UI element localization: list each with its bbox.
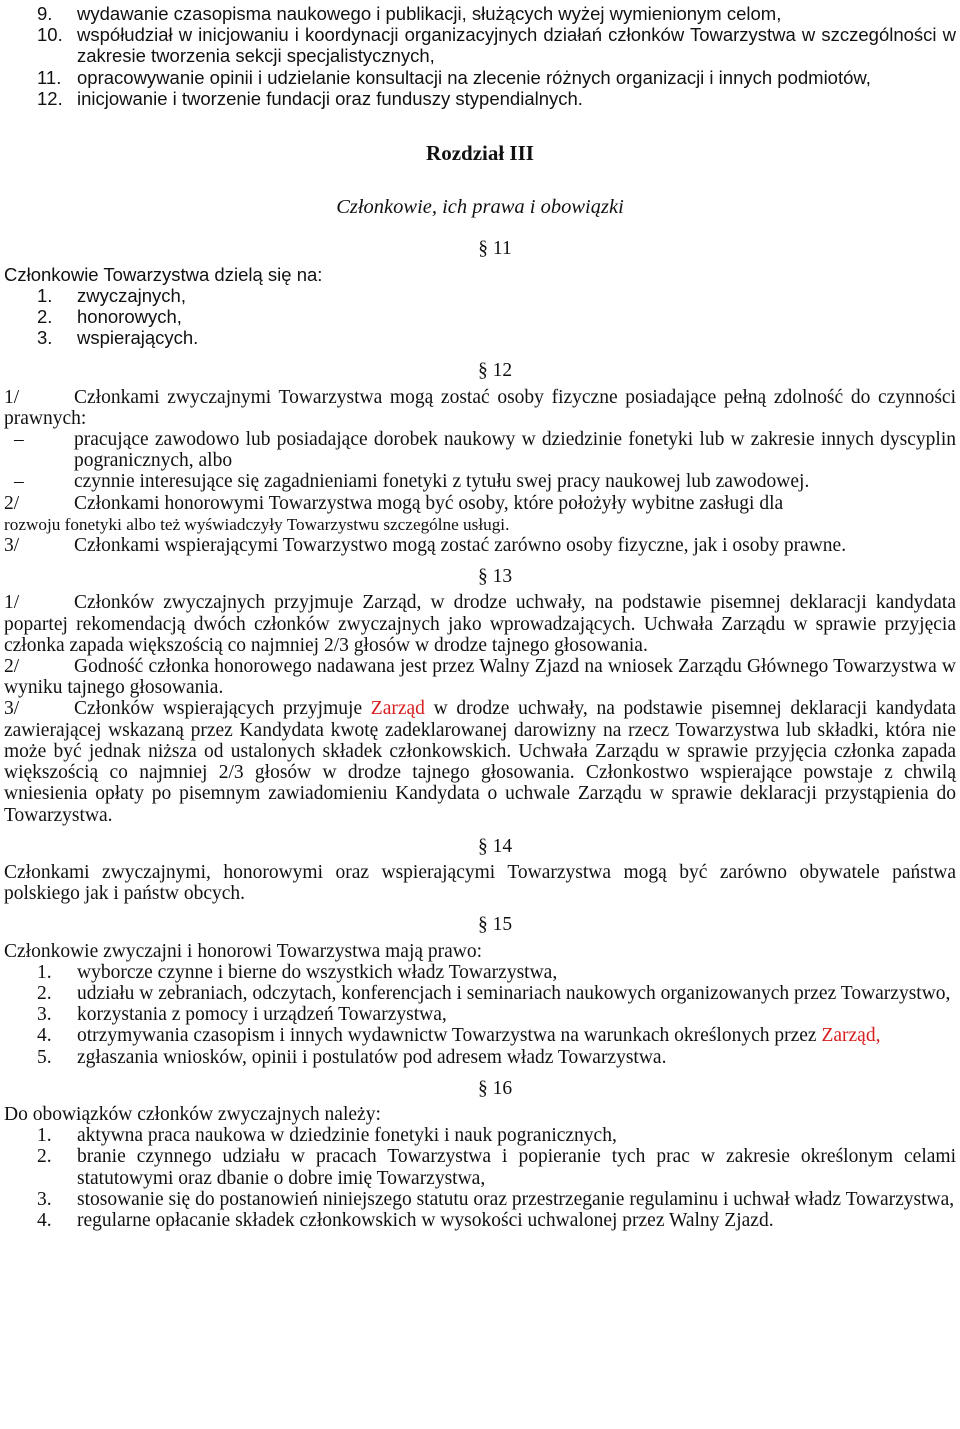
list-number: 11. xyxy=(37,66,62,88)
paragraph-text: Członkami honorowymi Towarzystwa mogą być osoby, które położyły wybitne zasługi dla xyxy=(74,492,784,514)
paragraph-text: w drodze uchwały, na podstawie pisemnej deklaracji kandydata zawierającej wskazaną przez Kandydata kwotę zadeklarowanej darowizny na rzecz Towarzystwa lub składki, która nie może być jednak niższa od ustalonych składek członkowskich. Uchwała Zarządu w sprawie przyjęcia członka zapada większością co najmniej 2/3 głosów w drodze tajnego głosowania. Członkostwo wspierające powstaje z chwilą wniesienia opłaty po pisemnym zawiadomieniu Kandydata o uchwale Zarządu w sprawie deklaracji przystąpienia do Towarzystwa. xyxy=(4,698,957,826)
section-mark-13: § 13 xyxy=(477,566,513,588)
list-item xyxy=(4,962,956,983)
dash-text: pracujące zawodowo lub posiadające dorobek naukowy w dziedzinie fonetyki lub w zakresie innych dyscyplin pogranicznych, albo xyxy=(74,429,956,472)
section-mark-15: § 15 xyxy=(477,914,513,936)
list-text: współudział w inicjowaniu i koordynacji organizacyjnych działań członków Towarzystwa w szczególności w zakresie tworzenia sekcji specjalistycznych, xyxy=(77,24,956,67)
paragraph-number: 1/ xyxy=(4,386,20,408)
list-number: 3. xyxy=(37,327,53,349)
list-number: 2. xyxy=(37,982,52,1004)
section-mark-14: § 14 xyxy=(477,835,513,857)
list-text: branie czynnego udziału w pracach Towarzystwa i popieranie tych prac w zakresie określonym celami statutowymi oraz dbanie o dobre imię Towarzystwa, xyxy=(77,1146,956,1189)
section-mark-16: § 16 xyxy=(477,1077,513,1099)
list-text: aktywna praca naukowa w dziedzinie fonetyki i nauk pogranicznych, xyxy=(77,1125,617,1147)
paragraph-text: Godność członka honorowego nadawana jest przez Walny Zjazd na wniosek Zarządu Głównego Towarzystwa w wyniku tajnego głosowania. xyxy=(4,656,956,699)
list-text: regularne opłacanie składek członkowskich w wysokości uchwalonej przez Walny Zjazd. xyxy=(77,1209,774,1231)
section-12-paragraph-2-cont: rozwoju fonetyki albo też wyświadczyły Towarzystwu szczególne usługi. xyxy=(4,514,510,534)
list-number: 4. xyxy=(37,1025,52,1047)
section-12-paragraph-3 xyxy=(4,535,956,556)
section-13-paragraph-2 xyxy=(4,656,956,698)
section-13-paragraph-1 xyxy=(4,592,956,656)
list-number: 9. xyxy=(37,3,53,24)
section-12-paragraph-1 xyxy=(4,387,956,429)
list-number: 4. xyxy=(37,1209,52,1231)
section-mark-12: § 12 xyxy=(477,360,513,382)
section-12-paragraph-2 xyxy=(4,493,956,514)
list-item xyxy=(4,88,956,109)
dash-bullet: – xyxy=(14,429,24,451)
section-13-paragraph-3 xyxy=(4,698,956,825)
list-item xyxy=(4,1146,956,1188)
chapter-title: Rozdział III xyxy=(426,141,534,166)
list-text: zwyczajnych, xyxy=(77,284,186,306)
list-text: zgłaszania wniosków, opinii i postulatów pod adresem władz Towarzystwa. xyxy=(77,1046,667,1068)
list-item xyxy=(4,1210,956,1231)
list-text: inicjowanie i tworzenie fundacji oraz funduszy stypendialnych. xyxy=(77,87,583,109)
paragraph-text: Członkami wspierającymi Towarzystwo mogą zostać zarówno osoby fizyczne, jak i osoby prawne. xyxy=(74,535,847,557)
document-page xyxy=(4,3,956,1231)
list-number: 1. xyxy=(37,1125,52,1147)
list-item xyxy=(4,285,956,306)
list-item xyxy=(4,24,956,66)
list-text: stosowanie się do postanowień niniejszego statutu oraz przestrzeganie regulaminu i uchwał władz Towarzystwa, xyxy=(77,1188,955,1210)
list-text: wydawanie czasopisma naukowego i publikacji, służących wyżej wymienionym celom, xyxy=(77,3,782,24)
list-item xyxy=(4,67,956,88)
list-number: 1. xyxy=(37,284,53,306)
dash-bullet: – xyxy=(14,471,24,493)
list-item xyxy=(4,1047,956,1068)
section-11-lead: Członkowie Towarzystwa dzielą się na: xyxy=(4,263,323,285)
list-text: korzystania z pomocy i urządzeń Towarzystwa, xyxy=(77,1004,447,1026)
list-text-wrap xyxy=(77,1025,956,1046)
dash-text: czynnie interesujące się zagadnieniami fonetyki z tytułu swej pracy naukowej lub zawodowej. xyxy=(74,471,810,493)
list-number: 2. xyxy=(37,1146,52,1168)
list-number: 3. xyxy=(37,1188,52,1210)
list-number: 3. xyxy=(37,1004,52,1026)
list-text: udziału w zebraniach, odczytach, konferencjach i seminariach naukowych organizowanych przez Towarzystwo, xyxy=(77,982,951,1004)
section-15-list xyxy=(4,962,956,1068)
list-number: 2. xyxy=(37,306,53,328)
paragraph-number: 1/ xyxy=(4,592,20,614)
list-item xyxy=(4,983,956,1004)
list-item xyxy=(4,3,956,24)
paragraph-number: 2/ xyxy=(4,492,20,514)
section-16-list xyxy=(4,1125,956,1231)
highlighted-term: Zarząd, xyxy=(821,1025,881,1047)
list-text: wyborcze czynne i bierne do wszystkich władz Towarzystwa, xyxy=(77,961,558,983)
chapter-subtitle: Członkowie, ich prawa i obowiązki xyxy=(336,196,624,219)
section-16-lead: Do obowiązków członków zwyczajnych należy: xyxy=(4,1103,381,1125)
section-15-lead: Członkowie zwyczajni i honorowi Towarzystwa mają prawo: xyxy=(4,940,483,962)
paragraph-number: 2/ xyxy=(4,656,20,678)
list-item xyxy=(4,327,956,348)
intro-list xyxy=(4,3,956,109)
section-14-text: Członkami zwyczajnymi, honorowymi oraz wspierającymi Towarzystwa mogą być zarówno obywatele państwa polskiego jak i państw obcych. xyxy=(4,861,956,905)
paragraph-text: Członków zwyczajnych przyjmuje Zarząd, w drodze uchwały, na podstawie pisemnej deklaracji kandydata popartej rekomendacją dwóch członków zwyczajnych jako wprowadzających. Uchwała Zarządu w sprawie przyjęcia członka zapada większością co najmniej 2/3 głosów w drodze tajnego głosowania. xyxy=(4,592,956,656)
dash-item xyxy=(4,471,956,492)
list-number: 10. xyxy=(37,24,63,46)
list-text: honorowych, xyxy=(77,306,182,328)
highlighted-term: Zarząd xyxy=(370,698,425,720)
list-number: 5. xyxy=(37,1046,52,1068)
list-text: opracowywanie opinii i udzielanie konsultacji na zlecenie różnych organizacji i innych podmiotów, xyxy=(77,66,871,88)
dash-item xyxy=(4,429,956,471)
list-text: wspierających. xyxy=(77,327,199,349)
paragraph-text: Członków wspierających przyjmuje xyxy=(74,698,363,720)
paragraph-number: 3/ xyxy=(4,535,20,557)
list-item xyxy=(4,306,956,327)
paragraph-number: 3/ xyxy=(4,698,20,720)
list-item xyxy=(4,1125,956,1146)
section-mark-11: § 11 xyxy=(478,238,512,260)
list-number: 1. xyxy=(37,961,52,983)
list-item xyxy=(4,1004,956,1025)
list-number: 12. xyxy=(37,87,63,109)
paragraph-text: Członkami zwyczajnymi Towarzystwa mogą zostać osoby fizyczne posiadające pełną zdolność do czynności prawnych: xyxy=(4,386,956,429)
list-item xyxy=(4,1025,956,1046)
list-text: otrzymywania czasopism i innych wydawnictw Towarzystwa na warunkach określonych przez xyxy=(77,1025,817,1047)
section-11-list xyxy=(4,285,956,349)
list-item xyxy=(4,1189,956,1210)
